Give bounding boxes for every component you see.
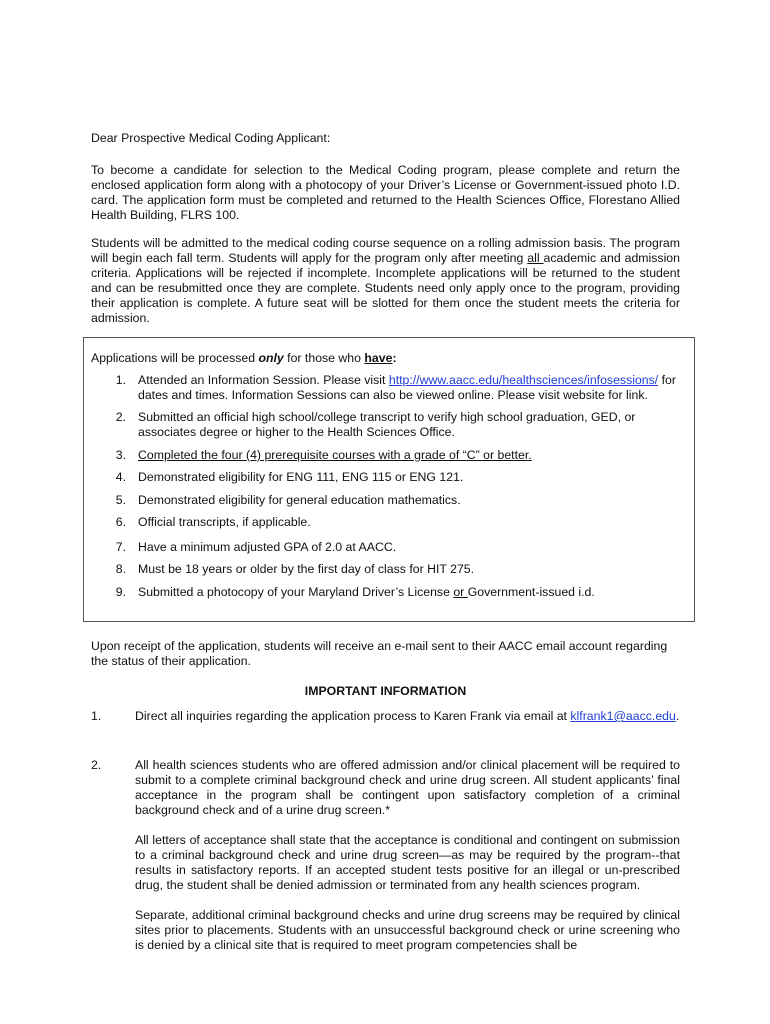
item-text-end: . [675, 709, 680, 723]
email-link[interactable]: klfrank1@aacc.edu [570, 709, 676, 723]
admission-text-all: all [527, 251, 544, 265]
item-text-b: for dates and times. Information Sessions can also be viewed online. Please visit website for link. [138, 373, 676, 402]
intro-paragraph: To become a candidate for selection to the Medical Coding program, please complete and return the enclosed application form along with a photocopy of your Driver’s License or Government-issued photo I.D. card. The application form must be completed and returned to the Health Sciences Office, Florestano Allied Health Building, FLRS 100. [91, 163, 680, 222]
requirements-box [83, 337, 695, 622]
info-session-link[interactable]: http://www.aacc.edu/healthsciences/infosessions/ [388, 373, 659, 387]
item-text: Demonstrated eligibility for general education mathematics. [138, 493, 461, 507]
receipt-paragraph: Upon receipt of the application, students will receive an e-mail sent to their AACC email account regarding the status of their application. [91, 639, 668, 668]
item-text: Must be 18 years or older by the first day of class for HIT 275. [138, 562, 475, 576]
item-text-a: Direct all inquiries regarding the application process to Karen Frank via email at [135, 709, 571, 723]
requirements-intro-only: only [258, 351, 284, 365]
important-heading: IMPORTANT INFORMATION [304, 684, 467, 698]
requirements-intro-colon: : [392, 351, 397, 365]
item-number: 3. [115, 448, 126, 462]
admission-text-a: Students will be admitted to the medical coding course sequence on a rolling admission basis. The program will begin each fall term. Students will apply for the program only after meeting [91, 236, 680, 265]
item-number: 6. [115, 515, 126, 529]
item-number: 2. [91, 758, 102, 772]
item-text-a: Submitted a photocopy of your Maryland Driver’s License [138, 585, 454, 599]
item-number: 4. [115, 470, 126, 484]
item-number: 7. [115, 540, 126, 554]
item-text-or: or [453, 585, 468, 599]
admission-paragraph [91, 236, 680, 326]
item-text-a: Attended an Information Session. Please visit [138, 373, 389, 387]
acceptance-paragraph: All letters of acceptance shall state that the acceptance is conditional and contingent on submission to a criminal background check and urine drug screen—as may be required by the program--that results in satisfactory reports. If an accepted student tests positive for an illegal or un-prescribed drug, the student shall be denied admission or terminated from any health sciences program. [135, 833, 680, 892]
background-check-paragraph: All health sciences students who are offered admission and/or clinical placement will be required to submit to a complete criminal background check and urine drug screen. All student applicants’ final acceptance in the program shall be contingent upon satisfactory completion of a criminal background check and of a urine drug screen.* [135, 758, 680, 817]
requirements-intro-text: Applications will be processed [91, 351, 259, 365]
item-text: Demonstrated eligibility for ENG 111, ENG 115 or ENG 121. [138, 470, 464, 484]
greeting: Dear Prospective Medical Coding Applicant: [91, 131, 331, 145]
item-text-b: Government-issued i.d. [467, 585, 595, 599]
requirements-intro-have: have [364, 351, 393, 365]
item-number: 2. [115, 410, 126, 424]
clinical-sites-paragraph: Separate, additional criminal background checks and urine drug screens may be required by clinical sites prior to placements. Students with an unsuccessful background check or urine screening who is denied by a clinical site that is required to meet program competencies shall be [135, 908, 680, 952]
item-text [135, 758, 680, 968]
requirements-intro [91, 351, 397, 366]
requirements-intro-text-b: for those who [283, 351, 365, 365]
item-text [135, 709, 680, 724]
item-number: 8. [115, 562, 126, 576]
item-text: Submitted an official high school/college transcript to verify high school graduation, GED, or associates degree or higher to the Health Sciences Office. [138, 410, 636, 439]
item-text: Official transcripts, if applicable. [138, 515, 311, 529]
item-text: Have a minimum adjusted GPA of 2.0 at AACC. [138, 540, 397, 554]
item-number: 1. [91, 709, 102, 723]
item-text [138, 373, 686, 403]
item-text [138, 585, 686, 600]
item-number: 1. [115, 373, 126, 387]
item-text: Completed the four (4) prerequisite courses with a grade of “C” or better. [138, 448, 532, 462]
item-number: 5. [115, 493, 126, 507]
admission-text-b: academic and admission criteria. Applications will be rejected if incomplete. Incomplete applications will be returned to the student and can be resubmitted once they are complete. Students need only apply once to the program, providing their application is complete. A future seat will be slotted for them once the student meets the criteria for admission. [91, 251, 680, 325]
item-number: 9. [115, 585, 126, 599]
